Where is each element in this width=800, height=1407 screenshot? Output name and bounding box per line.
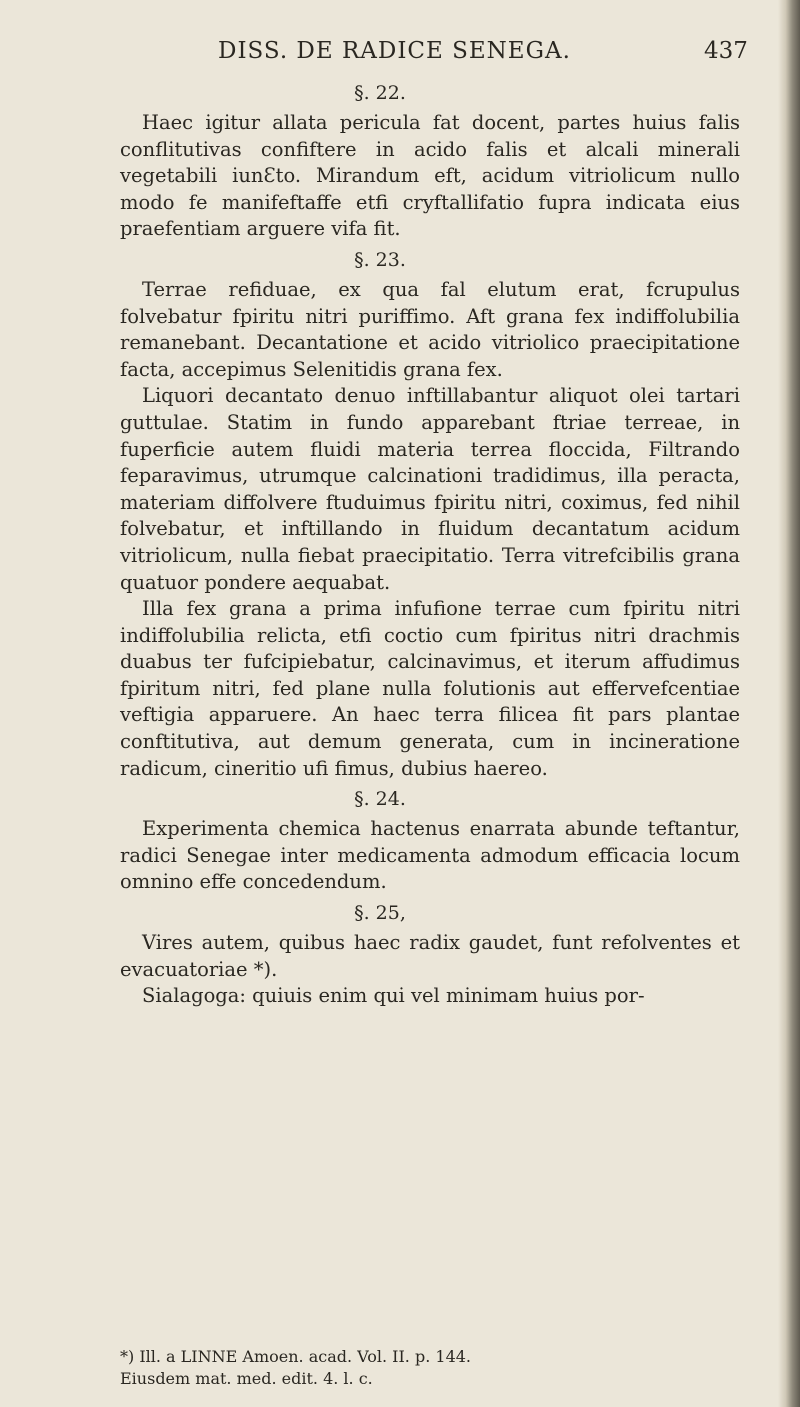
- section-mark: §. 23.: [354, 248, 406, 271]
- running-title: DISS. DE RADICE SENEGA.: [218, 38, 571, 64]
- section-mark: §. 25,: [354, 902, 406, 925]
- body-text: [120, 80, 740, 1010]
- paragraph: Experimenta chemica hactenus enarrata abunde teftantur, radici Senegae inter medicamenta admodum efficacia locum omnino effe concedendum.: [120, 817, 740, 894]
- paragraph: Vires autem, quibus haec radix gaudet, funt refolventes et evacuatoriae *).: [120, 931, 740, 981]
- paragraph: Illa fex grana a prima infufione terrae cum fpiritu nitri indiffolubilia relicta, etfi coctio cum fpiritus nitri drachmis duabus ter fufcipiebatur, calcinavimus, et iterum affudimus fpiritum nitri, fed plane nulla folutionis aut effervefcentiae veftigia apparuere. An haec terra filicea fit pars plantae conftitutiva, aut demum generata, cum in incineratione radicum, cineritio ufi fimus, dubius haereo.: [120, 597, 740, 780]
- footnote-line: Eiusdem mat. med. edit. 4. l. c.: [120, 1369, 373, 1388]
- page-number: 437: [704, 38, 748, 64]
- paragraph: Liquori decantato denuo inftillabantur aliquot olei tartari guttulae. Statim in fundo apparebant ftriae terreae, in fuperficie autem fluidi materia terrea floccida, Filtrando feparavimus, utrumque calcinationi tradidimus, illa peracta, materiam diffolvere ftuduimus fpiritu nitri, coximus, fed nihil folvebatur, et inftillando in fluidum decantatum acidum vitriolicum, nulla fiebat praecipitatio. Terra vitrefcibilis grana quatuor pondere aequabat.: [120, 384, 740, 594]
- footnote: [120, 1346, 740, 1390]
- paragraph: Haec igitur allata pericula fat docent, partes huius falis conflitutivas confiftere in acido falis et alcali minerali vegetabili iunƐto. Mirandum eft, acidum vitriolicum nullo modo fe manifeftaffe etfi cryftallifatio fupra indicata eius praefentiam arguere vifa fit.: [120, 111, 740, 241]
- binding-gutter: [778, 0, 800, 1407]
- footnote-line: *) Ill. a LINNE Amoen. acad. Vol. II. p. 144.: [120, 1347, 472, 1366]
- section-mark: §. 22.: [354, 82, 406, 104]
- running-header: [0, 38, 800, 78]
- section-mark: §. 24.: [354, 788, 406, 811]
- paragraph: Sialagoga: quiuis enim qui vel minimam huius por-: [142, 984, 645, 1008]
- paragraph: Terrae refiduae, ex qua fal elutum erat, fcrupulus folvebatur fpiritu nitri puriffimo. Aft grana fex indiffolubilia remanebant. Decantatione et acido vitriolico praecipitatione facta, accepimus Selenitidis grana fex.: [120, 277, 740, 381]
